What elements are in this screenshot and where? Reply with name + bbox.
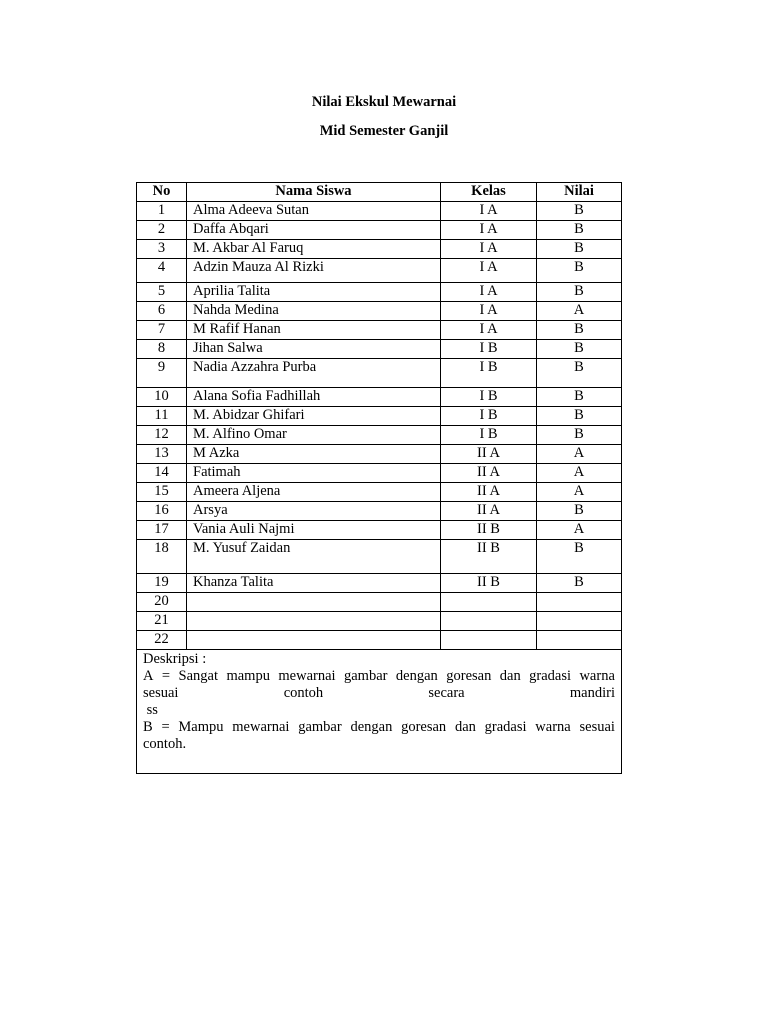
row-no: 4 <box>137 259 187 283</box>
table-row <box>137 521 622 540</box>
description-word: = <box>161 719 170 735</box>
row-name: Arsya <box>187 502 441 521</box>
row-name <box>187 631 441 650</box>
description-a-line1 <box>143 668 615 685</box>
table-row <box>137 426 622 445</box>
row-kelas: I B <box>441 426 537 445</box>
description-word: warna <box>579 668 615 684</box>
row-name: M Rafif Hanan <box>187 321 441 340</box>
row-no: 8 <box>137 340 187 359</box>
table-row <box>137 445 622 464</box>
table-row <box>137 240 622 259</box>
row-no: 9 <box>137 359 187 388</box>
description-word: sesuai <box>579 719 615 735</box>
table-row <box>137 302 622 321</box>
grades-table <box>136 182 622 774</box>
row-name: Alana Sofia Fadhillah <box>187 388 441 407</box>
row-kelas: II B <box>441 540 537 574</box>
description-word: gradasi <box>529 668 572 684</box>
header-kelas: Kelas <box>441 183 537 202</box>
description-word: mewarnai <box>278 668 336 684</box>
row-kelas: I A <box>441 240 537 259</box>
description-a-line2 <box>143 685 615 702</box>
row-name <box>187 593 441 612</box>
description-word: sesuai <box>143 685 179 701</box>
description-word: dan <box>454 719 476 735</box>
row-nilai: B <box>537 388 622 407</box>
row-nilai: B <box>537 574 622 593</box>
table-row <box>137 631 622 650</box>
description-word: mampu <box>226 668 270 684</box>
description-word: gambar <box>344 668 388 684</box>
row-nilai: B <box>537 202 622 221</box>
description-word: dan <box>499 668 521 684</box>
row-name: M Azka <box>187 445 441 464</box>
row-nilai: B <box>537 407 622 426</box>
row-name: Khanza Talita <box>187 574 441 593</box>
description-b-line1 <box>143 719 615 736</box>
row-nilai: B <box>537 426 622 445</box>
row-name: Jihan Salwa <box>187 340 441 359</box>
table-row <box>137 593 622 612</box>
row-kelas: I A <box>441 221 537 240</box>
row-no: 5 <box>137 283 187 302</box>
row-kelas: I A <box>441 202 537 221</box>
row-name: M. Alfino Omar <box>187 426 441 445</box>
description-word: goresan <box>401 719 447 735</box>
description-word: B <box>143 719 153 735</box>
row-name: Aprilia Talita <box>187 283 441 302</box>
header-name: Nama Siswa <box>187 183 441 202</box>
row-kelas: II A <box>441 445 537 464</box>
row-name: Fatimah <box>187 464 441 483</box>
table-row <box>137 283 622 302</box>
description-heading: Deskripsi : <box>143 651 207 667</box>
header-no: No <box>137 183 187 202</box>
row-nilai: B <box>537 502 622 521</box>
row-kelas: II A <box>441 483 537 502</box>
row-nilai <box>537 631 622 650</box>
row-nilai: A <box>537 521 622 540</box>
row-kelas <box>441 631 537 650</box>
row-nilai: A <box>537 445 622 464</box>
row-no: 20 <box>137 593 187 612</box>
row-nilai <box>537 593 622 612</box>
row-nilai: B <box>537 221 622 240</box>
description-word: secara <box>428 685 465 701</box>
row-no: 10 <box>137 388 187 407</box>
row-no: 11 <box>137 407 187 426</box>
row-nilai: B <box>537 283 622 302</box>
row-kelas: II A <box>441 502 537 521</box>
row-nilai: A <box>537 483 622 502</box>
description-word: gradasi <box>484 719 527 735</box>
header-nilai: Nilai <box>537 183 622 202</box>
table-row <box>137 202 622 221</box>
description-word: Sangat <box>178 668 219 684</box>
row-no: 1 <box>137 202 187 221</box>
table-row <box>137 407 622 426</box>
row-kelas: II A <box>441 464 537 483</box>
row-kelas <box>441 593 537 612</box>
description-word: goresan <box>446 668 492 684</box>
row-nilai: B <box>537 359 622 388</box>
row-nilai: B <box>537 340 622 359</box>
row-name: Nadia Azzahra Purba <box>187 359 441 388</box>
document-title: Nilai Ekskul Mewarnai <box>311 94 457 110</box>
row-kelas: I B <box>441 407 537 426</box>
row-no: 3 <box>137 240 187 259</box>
description-row <box>137 650 622 774</box>
row-kelas: I B <box>441 359 537 388</box>
description-cell <box>137 650 622 774</box>
description-word: contoh <box>283 685 324 701</box>
row-no: 14 <box>137 464 187 483</box>
row-no: 6 <box>137 302 187 321</box>
description-a-line3: ss <box>143 702 158 718</box>
row-kelas: I A <box>441 321 537 340</box>
row-no: 19 <box>137 574 187 593</box>
table-row <box>137 502 622 521</box>
table-row <box>137 540 622 574</box>
row-name: M. Yusuf Zaidan <box>187 540 441 574</box>
table-row <box>137 483 622 502</box>
row-no: 21 <box>137 612 187 631</box>
table-row <box>137 574 622 593</box>
row-kelas: I A <box>441 302 537 321</box>
row-kelas: II B <box>441 521 537 540</box>
row-no: 15 <box>137 483 187 502</box>
description-word: A <box>143 668 154 684</box>
row-name: Vania Auli Najmi <box>187 521 441 540</box>
row-nilai: A <box>537 464 622 483</box>
table-row <box>137 340 622 359</box>
table-row <box>137 359 622 388</box>
row-name: Nahda Medina <box>187 302 441 321</box>
description-word: = <box>161 668 171 684</box>
row-nilai <box>537 612 622 631</box>
table-row <box>137 388 622 407</box>
table-row <box>137 464 622 483</box>
row-name: Alma Adeeva Sutan <box>187 202 441 221</box>
row-no: 7 <box>137 321 187 340</box>
row-kelas: I A <box>441 259 537 283</box>
row-nilai: B <box>537 240 622 259</box>
row-no: 18 <box>137 540 187 574</box>
row-kelas: I B <box>441 388 537 407</box>
row-nilai: B <box>537 259 622 283</box>
description-word: warna <box>535 719 571 735</box>
description-word: mandiri <box>569 685 615 701</box>
row-no: 2 <box>137 221 187 240</box>
table-row <box>137 612 622 631</box>
description-word: dengan <box>350 719 393 735</box>
description-word: dengan <box>395 668 438 684</box>
row-name: Daffa Abqari <box>187 221 441 240</box>
row-kelas: II B <box>441 574 537 593</box>
table-row <box>137 221 622 240</box>
table-row <box>137 321 622 340</box>
table-header-row <box>137 183 622 202</box>
row-nilai: A <box>537 302 622 321</box>
row-name: Ameera Aljena <box>187 483 441 502</box>
row-name: Adzin Mauza Al Rizki <box>187 259 441 283</box>
row-kelas: I B <box>441 340 537 359</box>
row-no: 22 <box>137 631 187 650</box>
row-name <box>187 612 441 631</box>
row-kelas <box>441 612 537 631</box>
description-word: Mampu <box>178 719 224 735</box>
document-subtitle: Mid Semester Ganjil <box>319 123 449 139</box>
row-name: M. Akbar Al Faruq <box>187 240 441 259</box>
row-no: 17 <box>137 521 187 540</box>
row-nilai: B <box>537 321 622 340</box>
description-word: gambar <box>298 719 342 735</box>
row-no: 13 <box>137 445 187 464</box>
row-name: M. Abidzar Ghifari <box>187 407 441 426</box>
description-b-line2: contoh. <box>143 736 187 752</box>
row-no: 16 <box>137 502 187 521</box>
row-nilai: B <box>537 540 622 574</box>
row-no: 12 <box>137 426 187 445</box>
description-word: mewarnai <box>232 719 290 735</box>
table-row <box>137 259 622 283</box>
row-kelas: I A <box>441 283 537 302</box>
